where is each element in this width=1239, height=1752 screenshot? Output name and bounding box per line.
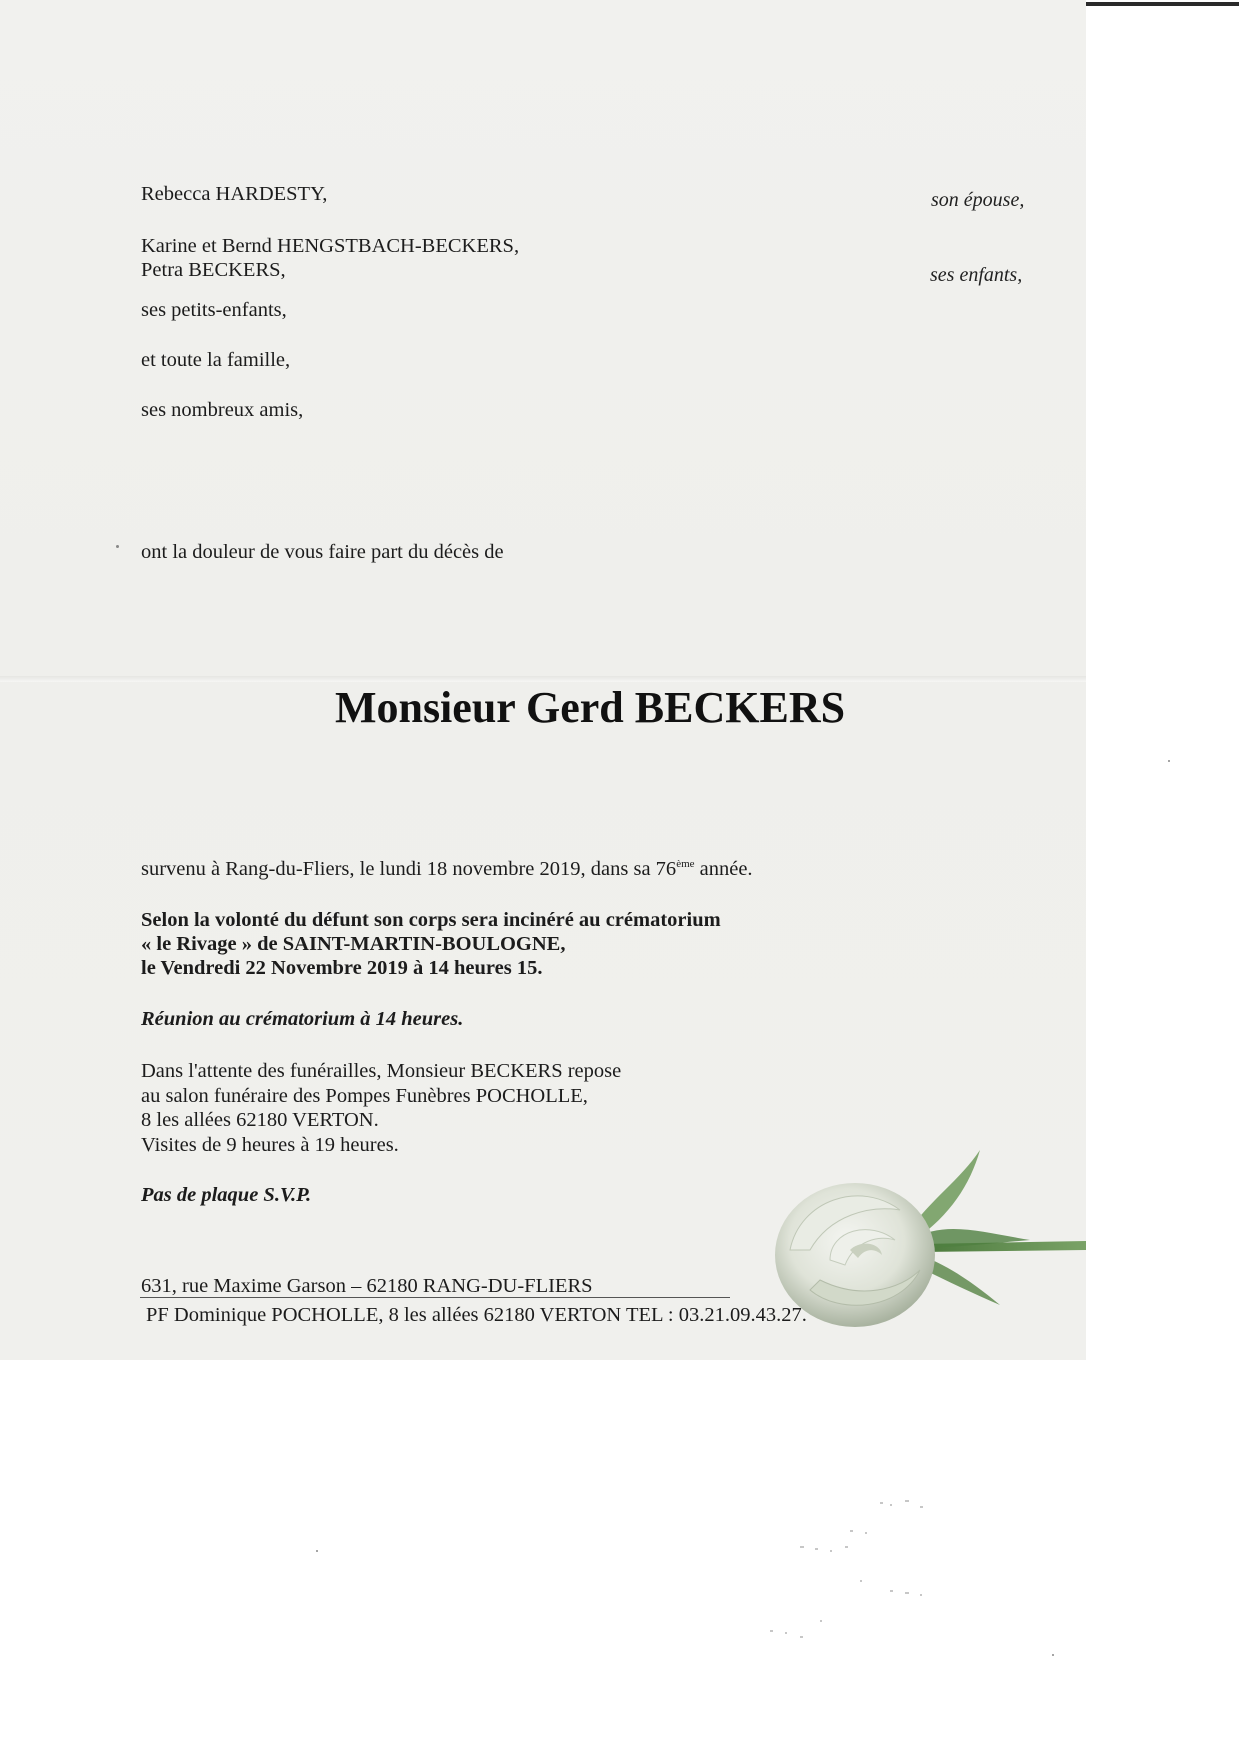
spouse-role: son épouse, — [931, 189, 1025, 211]
family-line: et toute la famille, — [141, 349, 291, 371]
scan-speck — [1168, 760, 1170, 762]
ceremony-line-3: le Vendredi 22 Novembre 2019 à 14 heures 15. — [141, 957, 543, 979]
children-line-2: Petra BECKERS, — [141, 259, 286, 281]
scan-speck — [316, 1550, 318, 1552]
death-text-before: survenu à Rang-du-Fliers, le lundi 18 novembre 2019, dans sa 76 — [141, 858, 677, 880]
white-rose-icon — [770, 1140, 1086, 1340]
ceremony-line-1: Selon la volonté du défunt son corps sera incinéré au crématorium — [141, 909, 721, 931]
rest-line-4: Visites de 9 heures à 19 heures. — [141, 1134, 399, 1156]
scan-smudge — [740, 1480, 980, 1660]
address-line: 631, rue Maxime Garson – 62180 RANG-DU-FLIERS — [141, 1275, 593, 1297]
scan-speck — [116, 545, 119, 548]
funeral-home-line: PF Dominique POCHOLLE, 8 les allées 62180 VERTON TEL : 03.21.09.43.27. — [146, 1304, 807, 1326]
rest-line-3: 8 les allées 62180 VERTON. — [141, 1109, 379, 1131]
children-line-1: Karine et Bernd HENGSTBACH-BECKERS, — [141, 235, 520, 257]
death-info — [141, 857, 753, 882]
footer-rule — [140, 1297, 730, 1298]
death-text-after: année. — [694, 858, 753, 880]
rest-line-1: Dans l'attente des funérailles, Monsieur BECKERS repose — [141, 1060, 622, 1082]
grandchildren-line: ses petits-enfants, — [141, 299, 287, 321]
ceremony-line-2: « le Rivage » de SAINT-MARTIN-BOULOGNE, — [141, 933, 566, 955]
children-role: ses enfants, — [930, 264, 1023, 286]
rest-line-2: au salon funéraire des Pompes Funèbres POCHOLLE, — [141, 1085, 588, 1107]
card-edge-line — [1086, 2, 1239, 6]
spouse-name: Rebecca HARDESTY, — [141, 183, 328, 205]
scan-speck — [1052, 1654, 1054, 1656]
death-superscript: ème — [676, 858, 695, 871]
announcement-line: ont la douleur de vous faire part du décès de — [141, 541, 504, 563]
meeting-line: Réunion au crématorium à 14 heures. — [141, 1008, 464, 1030]
no-plaque-line: Pas de plaque S.V.P. — [141, 1184, 312, 1206]
friends-line: ses nombreux amis, — [141, 399, 304, 421]
deceased-name: Monsieur Gerd BECKERS — [334, 683, 846, 732]
